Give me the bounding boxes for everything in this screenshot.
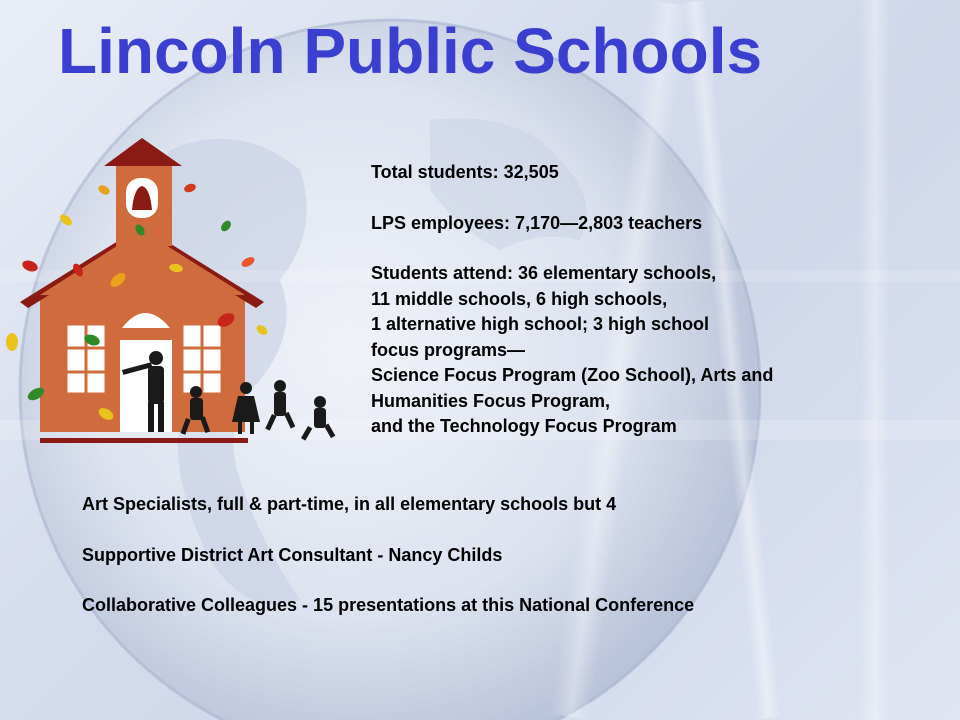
attend-line: Humanities Focus Program, [371, 390, 611, 411]
attend-line: Students attend: 36 elementary schools, [371, 263, 717, 283]
art-consultant: Supportive District Art Consultant - Nancy Childs [82, 544, 503, 565]
schoolhouse-illustration [0, 130, 360, 460]
employees: LPS employees: 7,170—2,803 teachers [371, 212, 703, 233]
collaborative-colleagues: Collaborative Colleagues - 15 presentations at this National Conference [82, 595, 695, 615]
art-program-notes [82, 492, 942, 619]
attend-line: 11 middle schools, 6 high schools, [371, 288, 668, 309]
attend-line: 1 alternative high school; 3 high school [371, 314, 710, 334]
district-stats [371, 160, 931, 440]
total-students: Total students: 32,505 [371, 162, 559, 182]
attend-line: Science Focus Program (Zoo School), Arts and [371, 365, 774, 385]
page-title: Lincoln Public Schools [58, 15, 763, 87]
attend-line: focus programs— [371, 339, 526, 360]
attend-line: and the Technology Focus Program [371, 416, 677, 436]
art-specialists: Art Specialists, full & part-time, in all elementary schools but 4 [82, 494, 617, 514]
